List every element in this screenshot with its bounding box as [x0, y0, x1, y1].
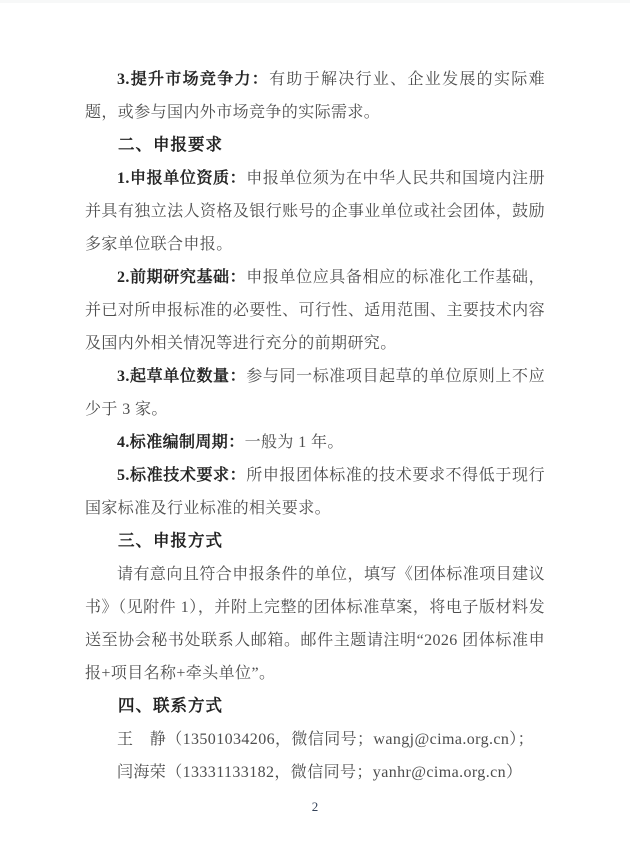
section-heading-application-method: 三、申报方式 — [118, 532, 223, 550]
document-page — [0, 3, 630, 816]
paragraph-text: 王 静（13501034206，微信同号；wangj@cima.org.cn）； — [117, 731, 535, 748]
paragraph-lead: 3.起草单位数量： — [117, 368, 247, 385]
paragraph-technical-requirements — [85, 459, 545, 525]
paragraph-compilation-period — [85, 426, 545, 459]
paragraph-contact-wangjing — [85, 723, 545, 756]
paragraph-lead: 4.标准编制周期： — [117, 434, 245, 451]
paragraph-market-competitiveness — [85, 63, 545, 129]
page-number: 2 — [311, 799, 319, 814]
section-heading-application-requirements: 二、申报要求 — [118, 136, 223, 154]
paragraph-lead: 2.前期研究基础： — [117, 269, 247, 286]
paragraph-text: 参与同一标准项目起草的单位原则上不应少于 3 家。 — [85, 368, 545, 418]
paragraph-text: 有助于解决行业、企业发展的实际难题，或参与国内外市场竞争的实际需求。 — [85, 71, 545, 121]
page-footer — [85, 798, 545, 816]
paragraph-application-method — [85, 558, 545, 690]
paragraph-lead: 3.提升市场竞争力： — [117, 71, 270, 88]
paragraph-text: 申报单位应具备相应的标准化工作基础，并已对所申报标准的必要性、可行性、适用范围、主要技术内容及国内外相关情况等进行充分的前期研究。 — [85, 269, 545, 352]
paragraph-text: 闫海荣（13331133182，微信同号；yanhr@cima.org.cn） — [117, 764, 523, 781]
paragraph-text: 申报单位须为在中华人民共和国境内注册并具有独立法人资格及银行账号的企事业单位或社会团体，鼓励多家单位联合申报。 — [85, 170, 545, 253]
document-body — [85, 63, 545, 789]
paragraph-text: 一般为 1 年。 — [244, 434, 344, 451]
paragraph-contact-yanhairong — [85, 756, 545, 789]
paragraph-text: 请有意向且符合申报条件的单位，填写《团体标准项目建议书》（见附件 1），并附上完整的团体标准草案，将电子版材料发送至协会秘书处联系人邮箱。邮件主题请注明“2026 团体标准申报+项目名称+牵头单位”。 — [85, 566, 545, 682]
paragraph-lead: 1.申报单位资质： — [117, 170, 247, 187]
section-heading-contact-info: 四、联系方式 — [118, 697, 223, 715]
paragraph-drafting-units — [85, 360, 545, 426]
paragraph-text: 所申报团体标准的技术要求不得低于现行国家标准及行业标准的相关要求。 — [85, 467, 545, 517]
paragraph-preliminary-research — [85, 261, 545, 360]
paragraph-applicant-qualification — [85, 162, 545, 261]
paragraph-lead: 5.标准技术要求： — [117, 467, 247, 484]
